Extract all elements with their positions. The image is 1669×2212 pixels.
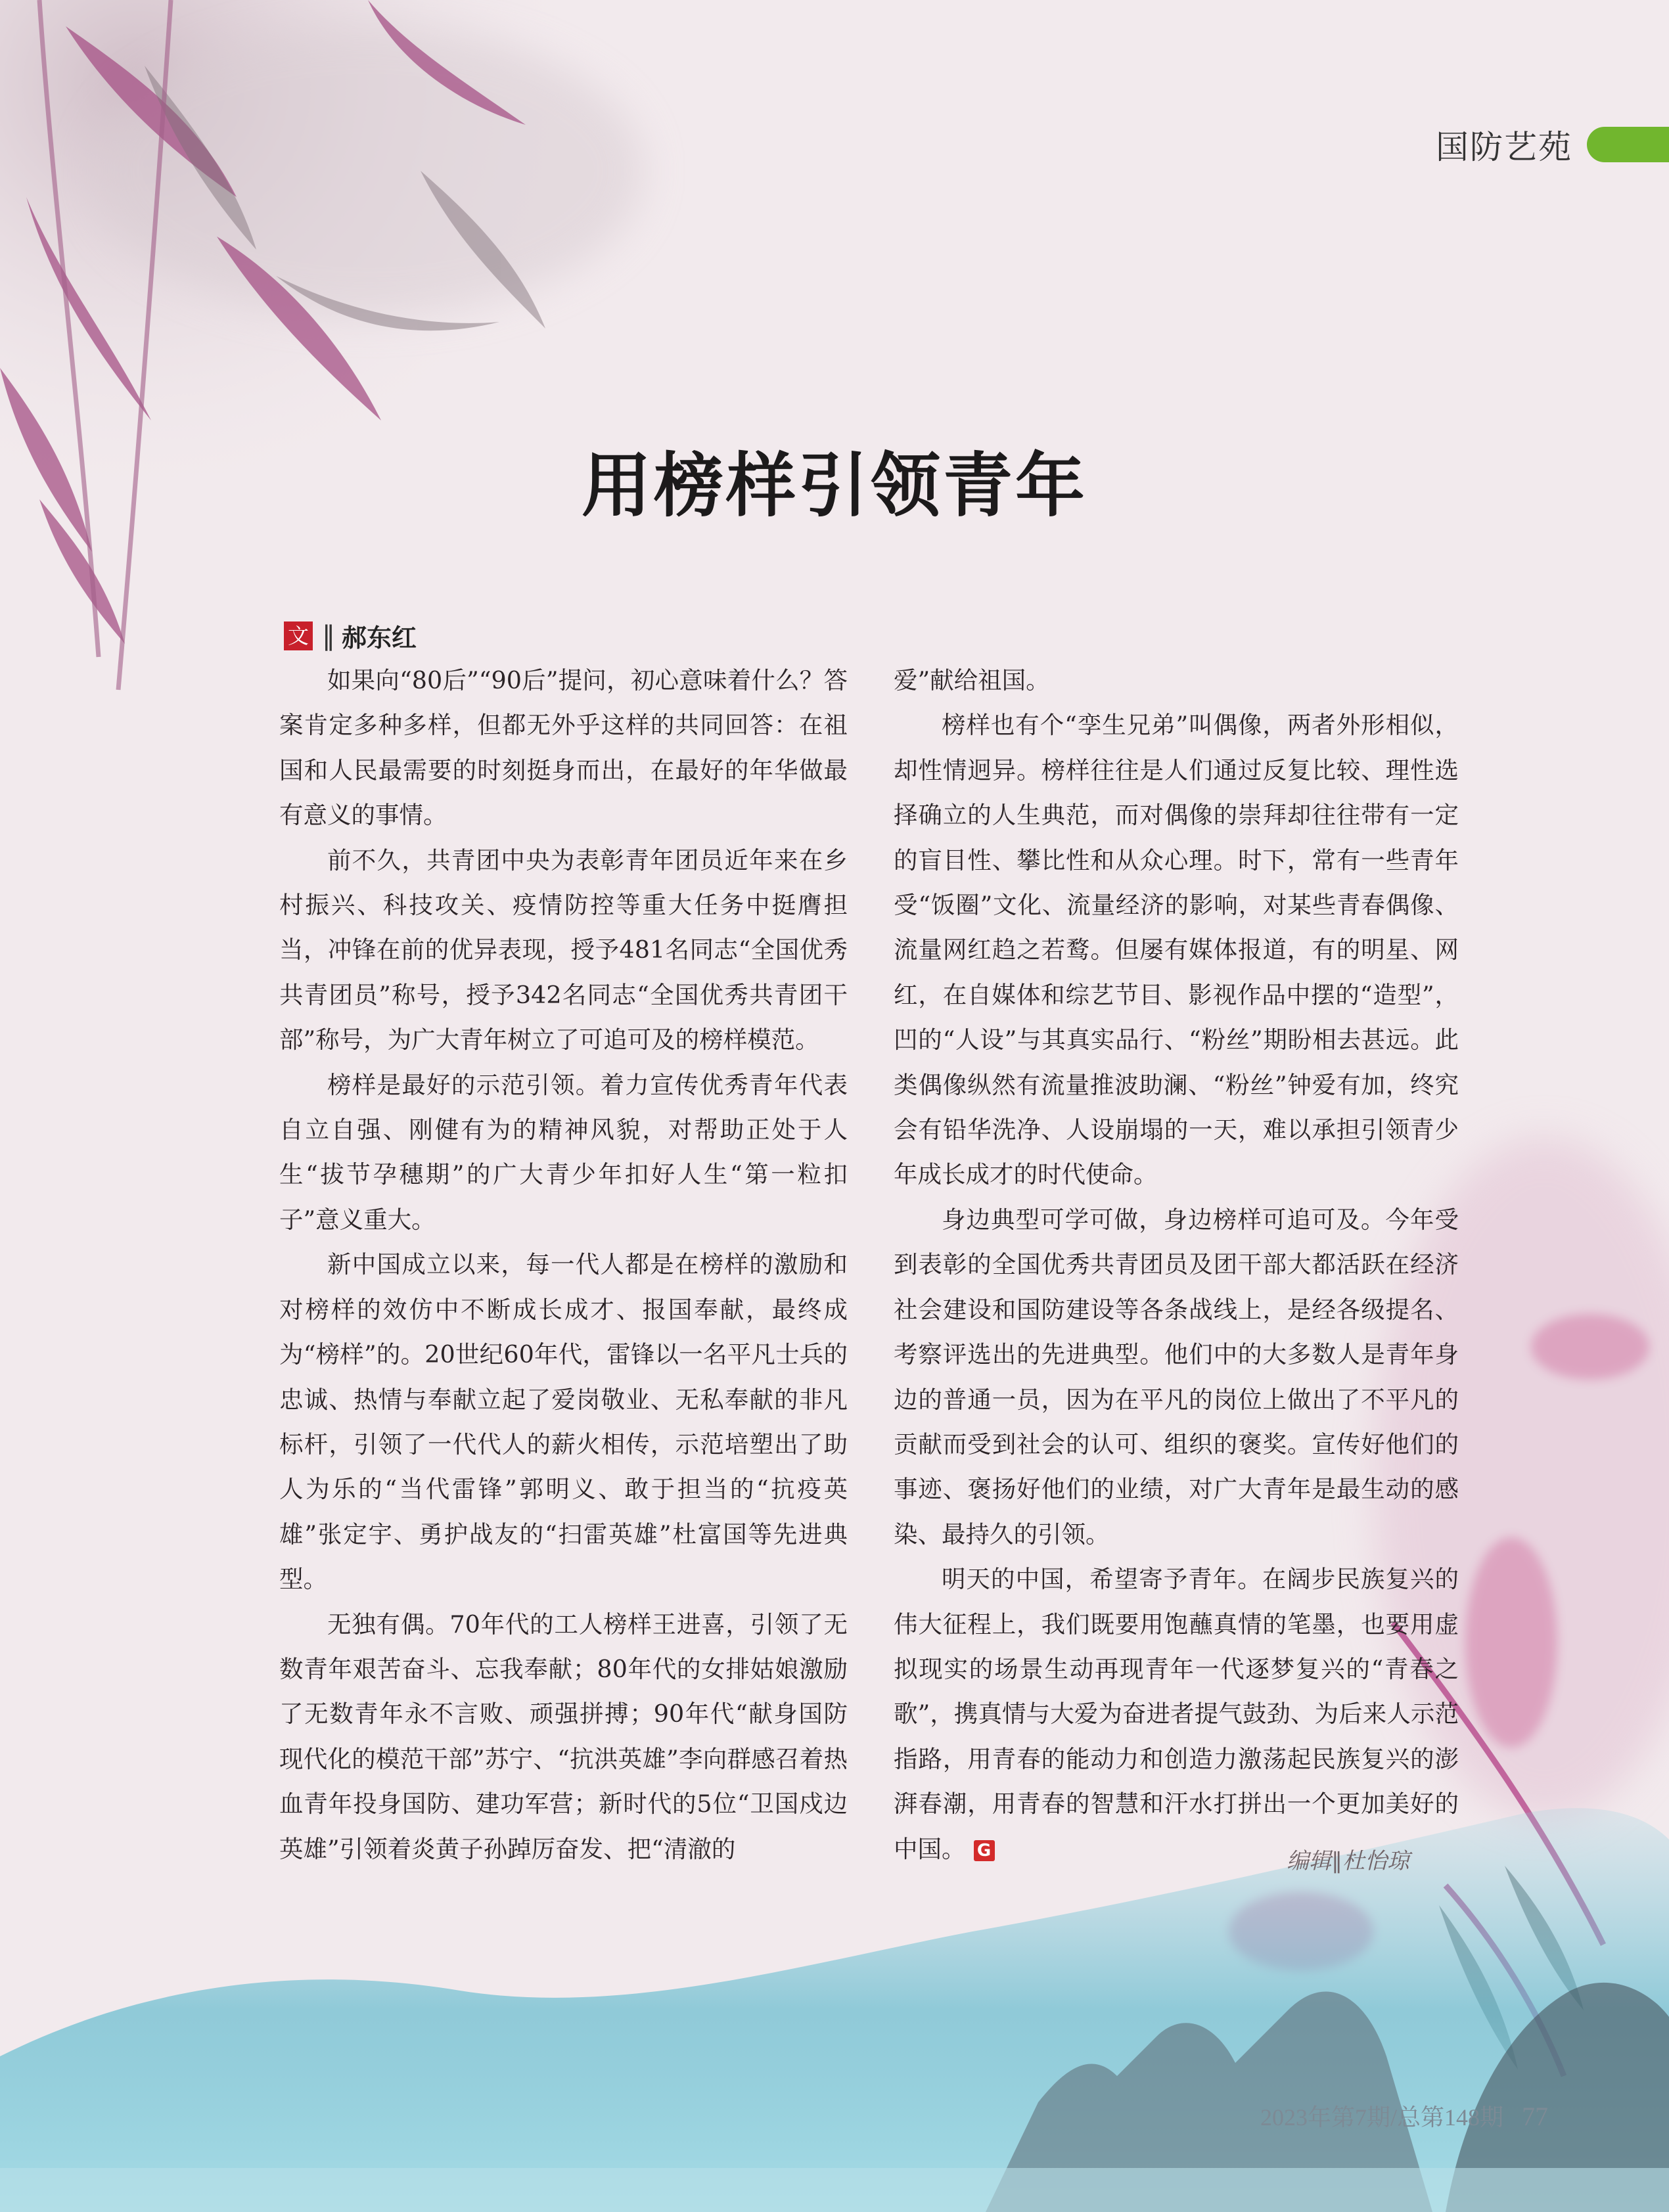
- byline-badge: 文: [284, 621, 313, 650]
- article-column-right: [894, 658, 1459, 1872]
- section-label: 国防艺苑: [1436, 128, 1572, 166]
- body-paragraph-continuation: 爱”献给祖国。: [894, 666, 1050, 694]
- section-accent-bar: [1587, 127, 1669, 162]
- article-title: 用榜样引领青年: [582, 445, 1087, 526]
- section-header: [1436, 118, 1669, 171]
- page-footer: [1260, 2099, 1548, 2133]
- body-paragraph: 前不久，共青团中央为表彰青年团员近年来在乡村振兴、科技攻关、疫情防控等重大任务中挺膺担当，冲锋在前的优异表现，授予481名同志“全国优秀共青团员”称号，授予342名同志“全国优秀共青团干部”称号，为广大青年树立了可追可及的榜样模范。: [279, 846, 848, 1054]
- issue-info: 2023年第7期/总第148期: [1260, 2104, 1504, 2131]
- author-name: 郝东红: [342, 623, 417, 652]
- body-paragraph-last: [894, 1557, 1459, 1872]
- article-column-left: [279, 658, 848, 1872]
- end-mark-icon: G: [974, 1840, 995, 1861]
- body-paragraph: 无独有偶。70年代的工人榜样王进喜，引领了无数青年艰苦奋斗、忘我奉献；80年代的女排姑娘激励了无数青年永不言败、顽强拼搏；90年代“献身国防现代化的模范干部”苏宁、“抗洪英雄”李向群感召着热血青年投身国防、建功军营；新时代的5位“卫国戍边英雄”引领着炎黄子孙踔厉奋发、把“清澈的: [279, 1610, 848, 1863]
- body-paragraph: 如果向“80后”“90后”提问，初心意味着什么？答案肯定多种多样，但都无外乎这样的共同回答：在祖国和人民最需要的时刻挺身而出，在最好的年华做最有意义的事情。: [279, 666, 848, 830]
- page-number: 77: [1522, 2102, 1549, 2131]
- body-paragraph: 榜样是最好的示范引领。着力宣传优秀青年代表自立自强、刚健有为的精神风貌，对帮助正处于人生“拔节孕穗期”的广大青少年扣好人生“第一粒扣子”意义重大。: [279, 1070, 848, 1234]
- last-paragraph-text: 明天的中国，希望寄予青年。在阔步民族复兴的伟大征程上，我们既要用饱蘸真情的笔墨，也要用虚拟现实的场景生动再现青年一代逐梦复兴的“青春之歌”，携真情与大爱为奋进者提气鼓劲、为后来人示范指路，用青春的能动力和创造力激荡起民族复兴的澎湃春潮，用青春的智慧和汗水打拼出一个更加美好的中国。: [894, 1565, 1459, 1863]
- byline: [284, 618, 417, 654]
- byline-separator: ‖: [322, 620, 335, 651]
- editor-credit: 编辑∥杜怡琼: [1287, 1848, 1409, 1874]
- body-paragraph: 榜样也有个“孪生兄弟”叫偶像，两者外形相似，却性情迥异。榜样往往是人们通过反复比较、理性选择确立的人生典范，而对偶像的崇拜却往往带有一定的盲目性、攀比性和从众心理。时下，常有一些青年受“饭圈”文化、流量经济的影响，对某些青春偶像、流量网红趋之若鹜。但屡有媒体报道，有的明星、网红，在自媒体和综艺节目、影视作品中摆的“造型”，凹的“人设”与其真实品行、“粉丝”期盼相去甚远。此类偶像纵然有流量推波助澜、“粉丝”钟爱有加，终究会有铅华洗净、人设崩塌的一天，难以承担引领青少年成长成才的时代使命。: [894, 711, 1459, 1189]
- body-paragraph: 新中国成立以来，每一代人都是在榜样的激励和对榜样的效仿中不断成长成才、报国奉献，最终成为“榜样”的。20世纪60年代，雷锋以一名平凡士兵的忠诚、热情与奉献立起了爱岗敬业、无私奉献的非凡标杆，引领了一代代人的薪火相传，示范培塑出了助人为乐的“当代雷锋”郭明义、敢于担当的“抗疫英雄”张定宇、勇护战友的“扫雷英雄”杜富国等先进典型。: [279, 1250, 848, 1594]
- body-paragraph: 身边典型可学可做，身边榜样可追可及。今年受到表彰的全国优秀共青团员及团干部大都活跃在经济社会建设和国防建设等各条战线上，是经各级提名、考察评选出的先进典型。他们中的大多数人是青年身边的普通一员，因为在平凡的岗位上做出了不平凡的贡献而受到社会的认可、组织的褒奖。宣传好他们的事迹、褒扬好他们的业绩，对广大青年是最生动的感染、最持久的引领。: [894, 1205, 1459, 1548]
